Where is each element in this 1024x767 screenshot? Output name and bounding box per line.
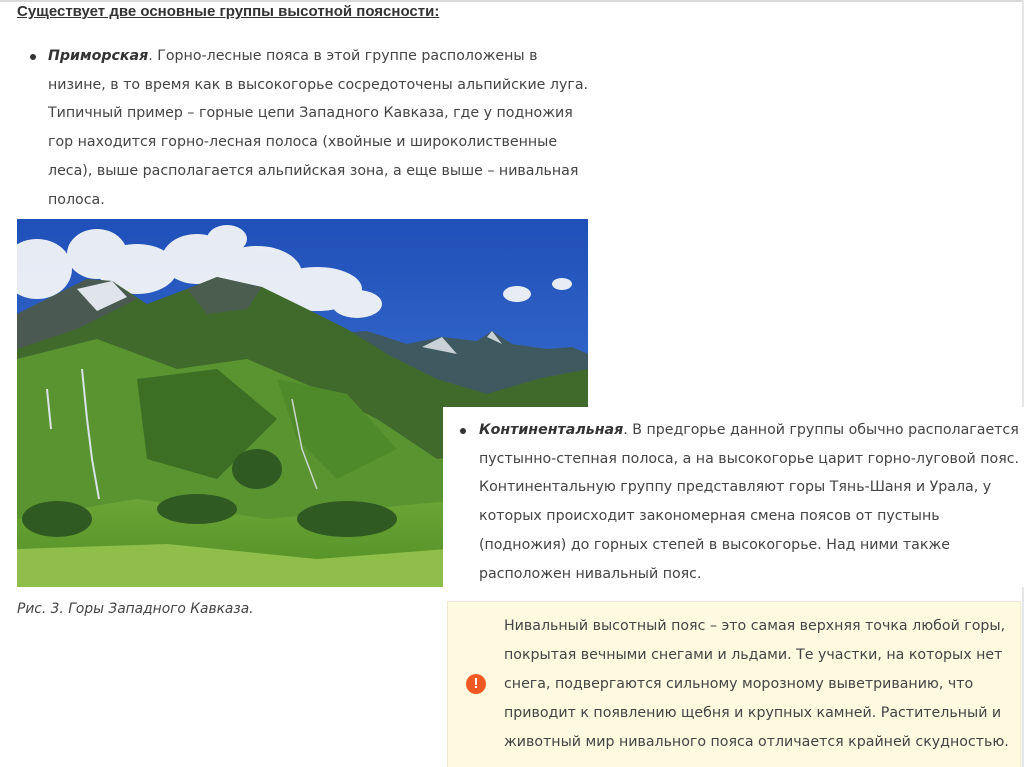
group-continental-name: Континентальная bbox=[479, 422, 624, 438]
group-continental-paragraph bbox=[479, 416, 1024, 588]
top-border bbox=[0, 0, 1024, 2]
group-maritime-text: . Горно-лесные пояса в этой группе расположены в низине, в то время как в высокогорье сосредоточены альпийские луга. Типичный пример – горные цепи Западного Кавказа, где у подножия гор находится горно-лесная полоса (хвойные и широколиственные леса), выше располагается альпийская зона, а еще выше – нивальная полоса. bbox=[48, 48, 589, 208]
bullet-icon bbox=[460, 428, 466, 434]
exclamation-icon: ! bbox=[466, 674, 486, 694]
group-continental-text: . В предгорье данной группы обычно располагается пустынно-степная полоса, а на высокогорье царит горно-луговой пояс. Континентальную группу представляют горы Тянь-Шаня и Урала, у которых происходит закономерная смена поясов от пустынь (подножия) до горных степей в высокогорье. Над ними также расположен нивальный пояс. bbox=[479, 422, 1020, 582]
group-maritime-paragraph bbox=[48, 42, 593, 214]
section-heading: Существует две основные группы высотной поясности: bbox=[17, 3, 440, 20]
bullet-icon bbox=[30, 54, 36, 60]
info-note-text: Нивальный высотный пояс – это самая верхняя точка любой горы, покрытая вечными снегами и льдами. Те участки, на которых нет снега, подвергаются сильному морозному выветриванию, что приводит к появлению щебня и крупных камней. Растительный и животный мир нивального пояса отличается крайней скудностью. bbox=[504, 618, 1009, 750]
group-maritime-name: Приморская bbox=[48, 48, 149, 64]
figure-caption: Рис. 3. Горы Западного Кавказа. bbox=[17, 601, 254, 617]
